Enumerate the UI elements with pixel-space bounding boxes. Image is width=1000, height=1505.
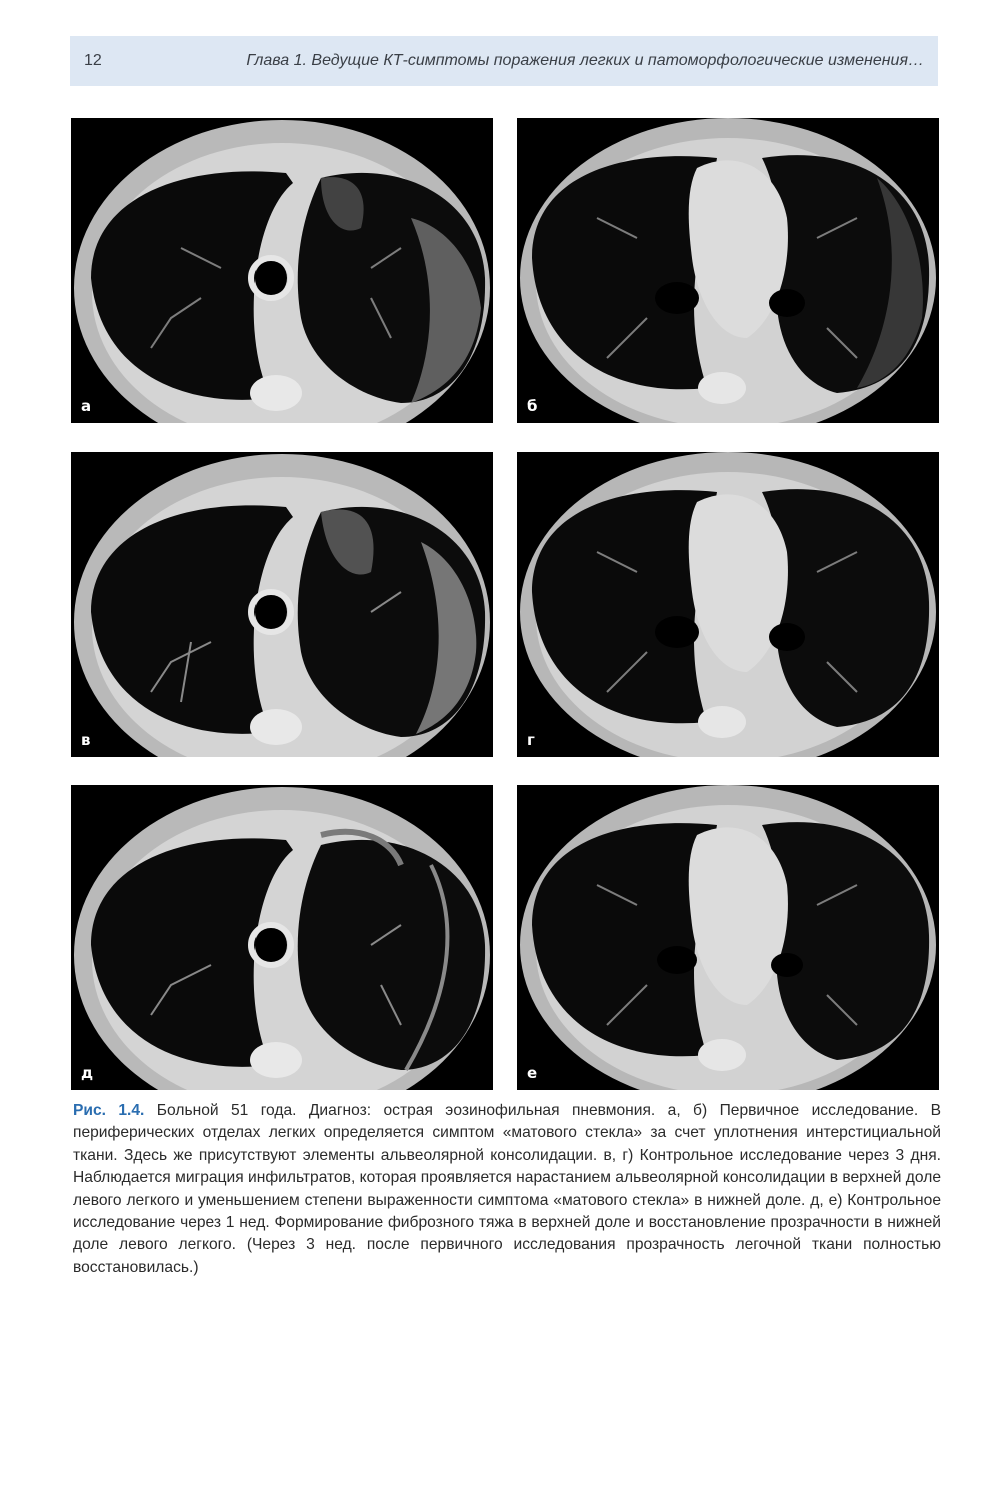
ct-image-b (517, 118, 939, 423)
ct-scan-v (71, 452, 493, 757)
ct-scan-b (517, 118, 939, 423)
ct-image-e (517, 785, 939, 1090)
ct-scan-d (71, 785, 493, 1090)
ct-image-v (71, 452, 493, 757)
page-number: 12 (84, 52, 102, 69)
panel-letter-a: а (81, 397, 92, 415)
caption-text: Больной 51 года. Диагноз: острая эозинофильная пневмония. а, б) Первичное исследование. В периферических отделах легких определяется симптом «матового стекла» за счет уплотнения интерстициальной ткани. Здесь же присутствуют элементы альвеолярной консолидации. в, г) Контрольное исследование через 3 дня. Наблюдается миграция инфильтратов, которая проявляется нарастанием альвеолярной консолидации в верхней доле левого легкого и уменьшением степени выраженности симптома «матового стекла» в нижней доле. д, е) Контрольное исследование через 1 нед. Формирование фиброзного тяжа в верхней доле и восстановление прозрачности в нижней доле левого легкого. (Через 3 нед. после первичного исследования прозрачность легочной ткани полностью восстановилась.) (73, 1102, 941, 1276)
running-title: Глава 1. Ведущие КТ-симптомы поражения легких и патоморфологические изменения… (246, 52, 924, 69)
running-header (70, 36, 938, 86)
panel-letter-b: б (527, 397, 538, 415)
panel-letter-d: д (81, 1064, 94, 1082)
ct-scan-e (517, 785, 939, 1090)
panel-letter-e: е (527, 1064, 538, 1082)
panel-letter-g: г (527, 731, 535, 749)
ct-image-a (71, 118, 493, 423)
figure-caption (73, 1100, 941, 1279)
panel-letter-v: в (81, 731, 91, 749)
ct-scan-g (517, 452, 939, 757)
ct-scan-a (71, 118, 493, 423)
figure-label: Рис. 1.4. (73, 1102, 145, 1119)
ct-image-d (71, 785, 493, 1090)
ct-image-g (517, 452, 939, 757)
